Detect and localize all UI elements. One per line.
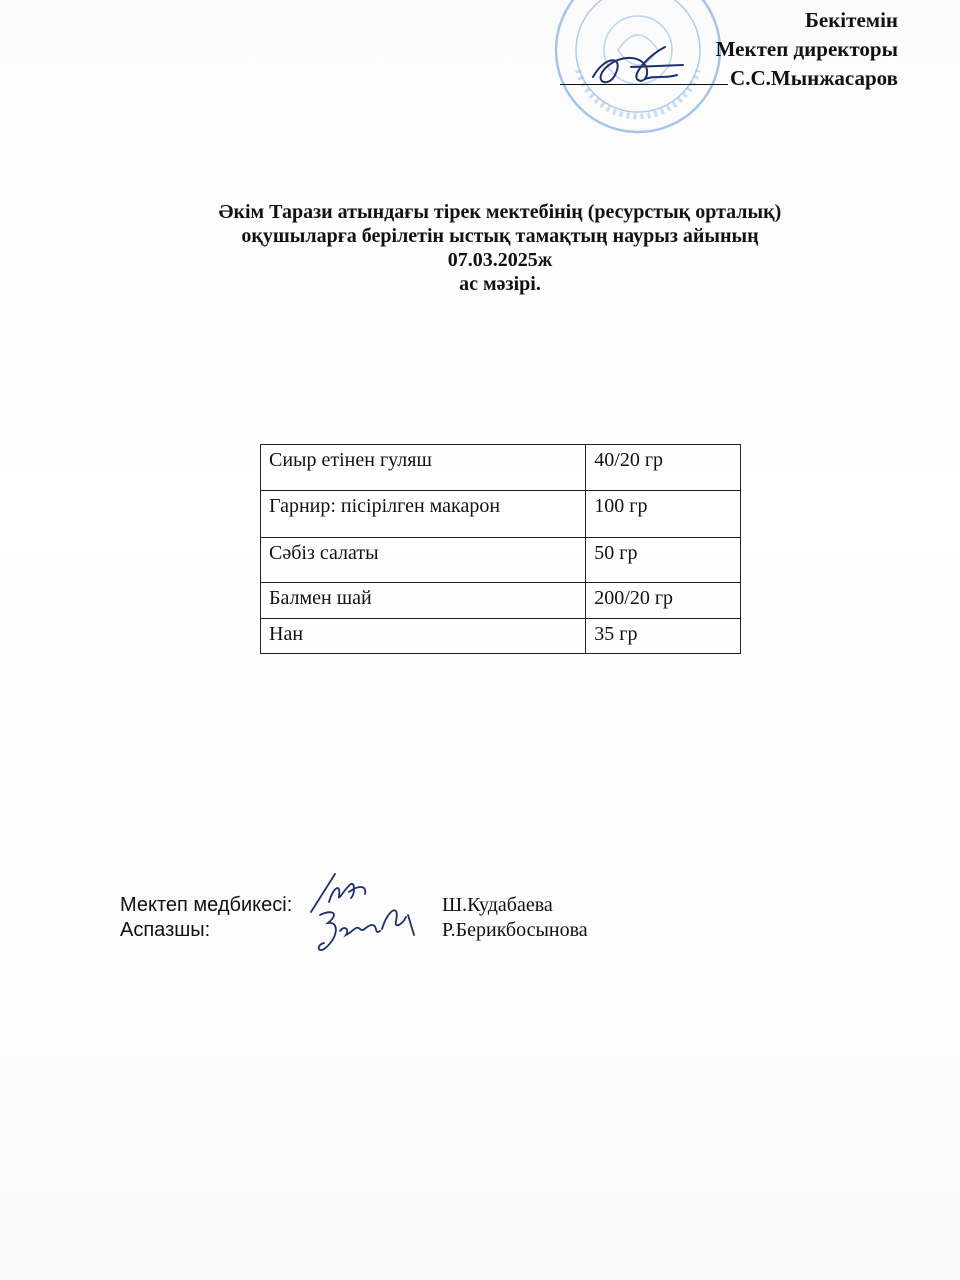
table-row [261, 491, 741, 538]
title-line-4: ас мәзірі. [459, 273, 541, 295]
title-line-2: оқушыларға берілетін ыстық тамақтың наурыз айының [241, 225, 759, 247]
table-row [261, 445, 741, 491]
dish-cell: Сәбіз салаты [261, 538, 586, 583]
menu-title [0, 200, 960, 296]
menu-table [260, 444, 741, 654]
title-line-1: Әкім Тарази атындағы тірек мектебінің (ресурстық орталық) [218, 201, 782, 223]
portion-cell: 35 гр [586, 619, 741, 654]
cook-signature [310, 895, 420, 957]
table-row [261, 583, 741, 619]
portion-cell: 100 гр [586, 491, 741, 538]
nurse-name: Ш.Кудабаева [442, 894, 553, 916]
table-row [261, 538, 741, 583]
director-signature [585, 35, 695, 95]
cook-role: Аспазшы: [120, 919, 211, 941]
approval-position: Мектеп директоры [715, 37, 898, 61]
dish-cell: Балмен шай [261, 583, 586, 619]
approval-heading: Бекітемін [804, 8, 898, 32]
director-name: С.С.Мынжасаров [730, 66, 898, 90]
dish-cell: Сиыр етінен гуляш [261, 445, 586, 491]
dish-cell: Нан [261, 619, 586, 654]
table-row [261, 619, 741, 654]
portion-cell: 40/20 гр [586, 445, 741, 491]
portion-cell: 200/20 гр [586, 583, 741, 619]
title-date: 07.03.2025ж [447, 249, 553, 271]
cook-name: Р.Берикбосынова [442, 919, 588, 941]
portion-cell: 50 гр [586, 538, 741, 583]
dish-cell: Гарнир: пісірілген макарон [261, 491, 586, 538]
nurse-role: Мектеп медбикесі: [120, 894, 293, 916]
